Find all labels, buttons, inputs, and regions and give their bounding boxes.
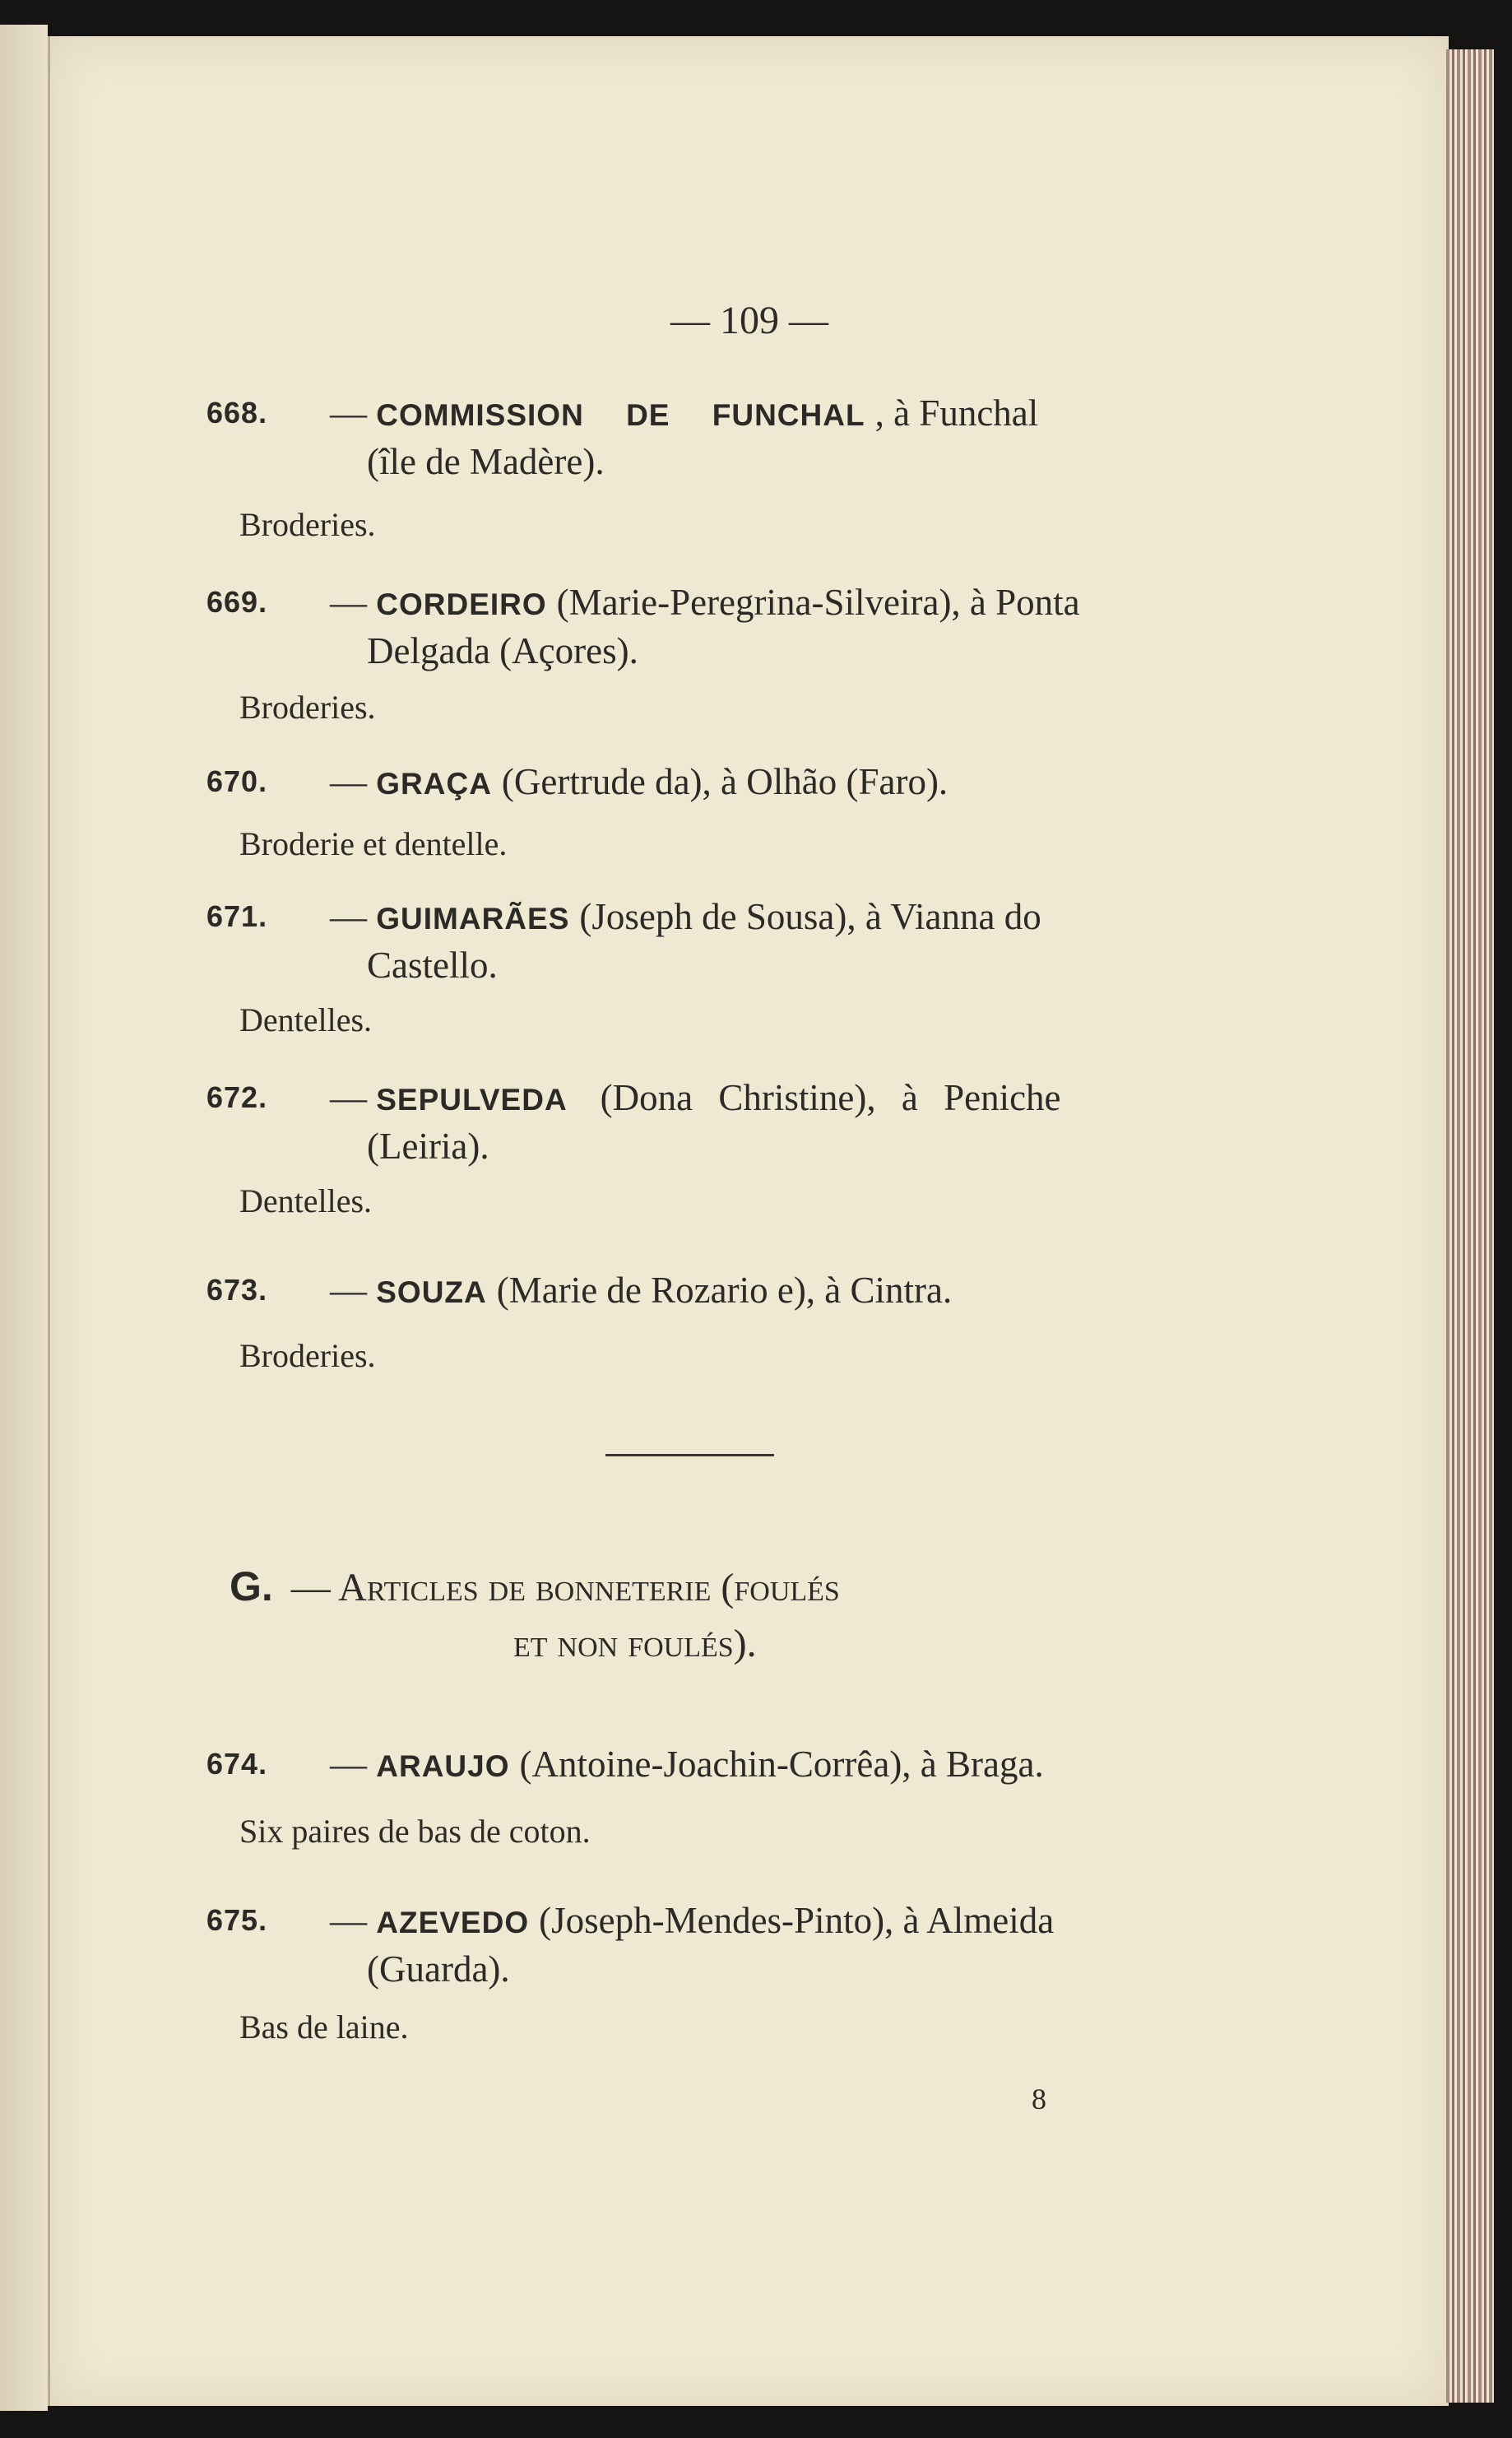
- entry-description: Broderie et dentelle.: [239, 825, 508, 862]
- entry-number: 669.: [206, 585, 268, 619]
- entry-location: (Dona Christine), à Peniche: [600, 1077, 1061, 1118]
- entry-name: GUIMARÃES: [376, 902, 570, 936]
- entry-description: Six paires de bas de coton.: [239, 1813, 591, 1850]
- entry-dash: —: [330, 1900, 367, 1941]
- entry-location: (Joseph de Sousa), à Vianna do: [579, 896, 1041, 937]
- entry-number: 673.: [206, 1273, 268, 1307]
- book-gutter: [0, 25, 48, 2411]
- entry-674: [206, 1741, 1235, 1790]
- page-edges: [1446, 49, 1494, 2403]
- entry-continuation: Delgada (Açores).: [367, 630, 638, 671]
- entry-number: 668.: [206, 396, 268, 430]
- entry-dash: —: [330, 392, 367, 434]
- entry-dash: —: [330, 1744, 367, 1785]
- entry-dash: —: [330, 1077, 367, 1118]
- entry-dash: —: [330, 761, 367, 802]
- book-page: [48, 36, 1449, 2406]
- entry-number: 670.: [206, 764, 268, 798]
- entry-location: (Joseph-Mendes-Pinto), à Almeida: [539, 1900, 1055, 1941]
- entry-dash: —: [330, 582, 367, 623]
- entry-670: [206, 759, 1235, 807]
- entry-description: Dentelles.: [239, 1001, 373, 1038]
- entry-672: [206, 1075, 1235, 1169]
- entry-name: ARAUJO: [376, 1749, 510, 1783]
- entry-number: 675.: [206, 1903, 268, 1937]
- entry-location: (Gertrude da), à Olhão (Faro).: [501, 761, 948, 802]
- entry-671: [206, 894, 1235, 988]
- entry-name: COMMISSION DE FUNCHAL: [376, 398, 865, 432]
- entry-668: [206, 390, 1235, 485]
- section-title-line1: — Articles de bonneterie (foulés: [290, 1566, 840, 1609]
- entry-description: Broderies.: [239, 689, 376, 726]
- entry-number: 672.: [206, 1080, 268, 1114]
- entry-name: SEPULVEDA: [376, 1083, 568, 1117]
- entry-number: 671.: [206, 899, 268, 933]
- page-number: — 109 —: [670, 299, 828, 342]
- entry-number: 674.: [206, 1747, 268, 1781]
- entry-description: Broderies.: [239, 1337, 376, 1374]
- section-heading: [230, 1558, 1217, 1672]
- entry-name: SOUZA: [376, 1275, 487, 1309]
- page-content: [50, 36, 1449, 2406]
- entry-location: (Marie-Peregrina-Silveira), à Ponta: [556, 582, 1080, 623]
- entry-continuation: (Leiria).: [367, 1126, 489, 1167]
- section-title-line2: et non foulés).: [513, 1622, 757, 1665]
- section-divider: [605, 1454, 774, 1456]
- entry-name: CORDEIRO: [376, 587, 547, 621]
- section-letter: G.: [230, 1563, 273, 1609]
- entry-673: [206, 1267, 1235, 1316]
- entry-name: GRAÇA: [376, 767, 492, 801]
- entry-location: (Marie de Rozario e), à Cintra.: [496, 1270, 953, 1311]
- entry-location: (Antoine-Joachin-Corrêa), à Braga.: [519, 1744, 1044, 1785]
- entry-location: , à Funchal: [874, 392, 1039, 434]
- entry-description: Bas de laine.: [239, 2008, 409, 2046]
- entry-675: [206, 1897, 1235, 1992]
- entry-669: [206, 579, 1235, 674]
- entry-dash: —: [330, 896, 367, 937]
- entry-continuation: Castello.: [367, 945, 498, 986]
- entry-dash: —: [330, 1270, 367, 1311]
- entry-continuation: (île de Madère).: [367, 441, 605, 482]
- entry-description: Broderies.: [239, 506, 376, 543]
- entry-continuation: (Guarda).: [367, 1948, 510, 1990]
- entry-description: Dentelles.: [239, 1182, 373, 1219]
- signature-mark: 8: [1032, 2083, 1046, 2115]
- entry-name: AZEVEDO: [376, 1906, 530, 1939]
